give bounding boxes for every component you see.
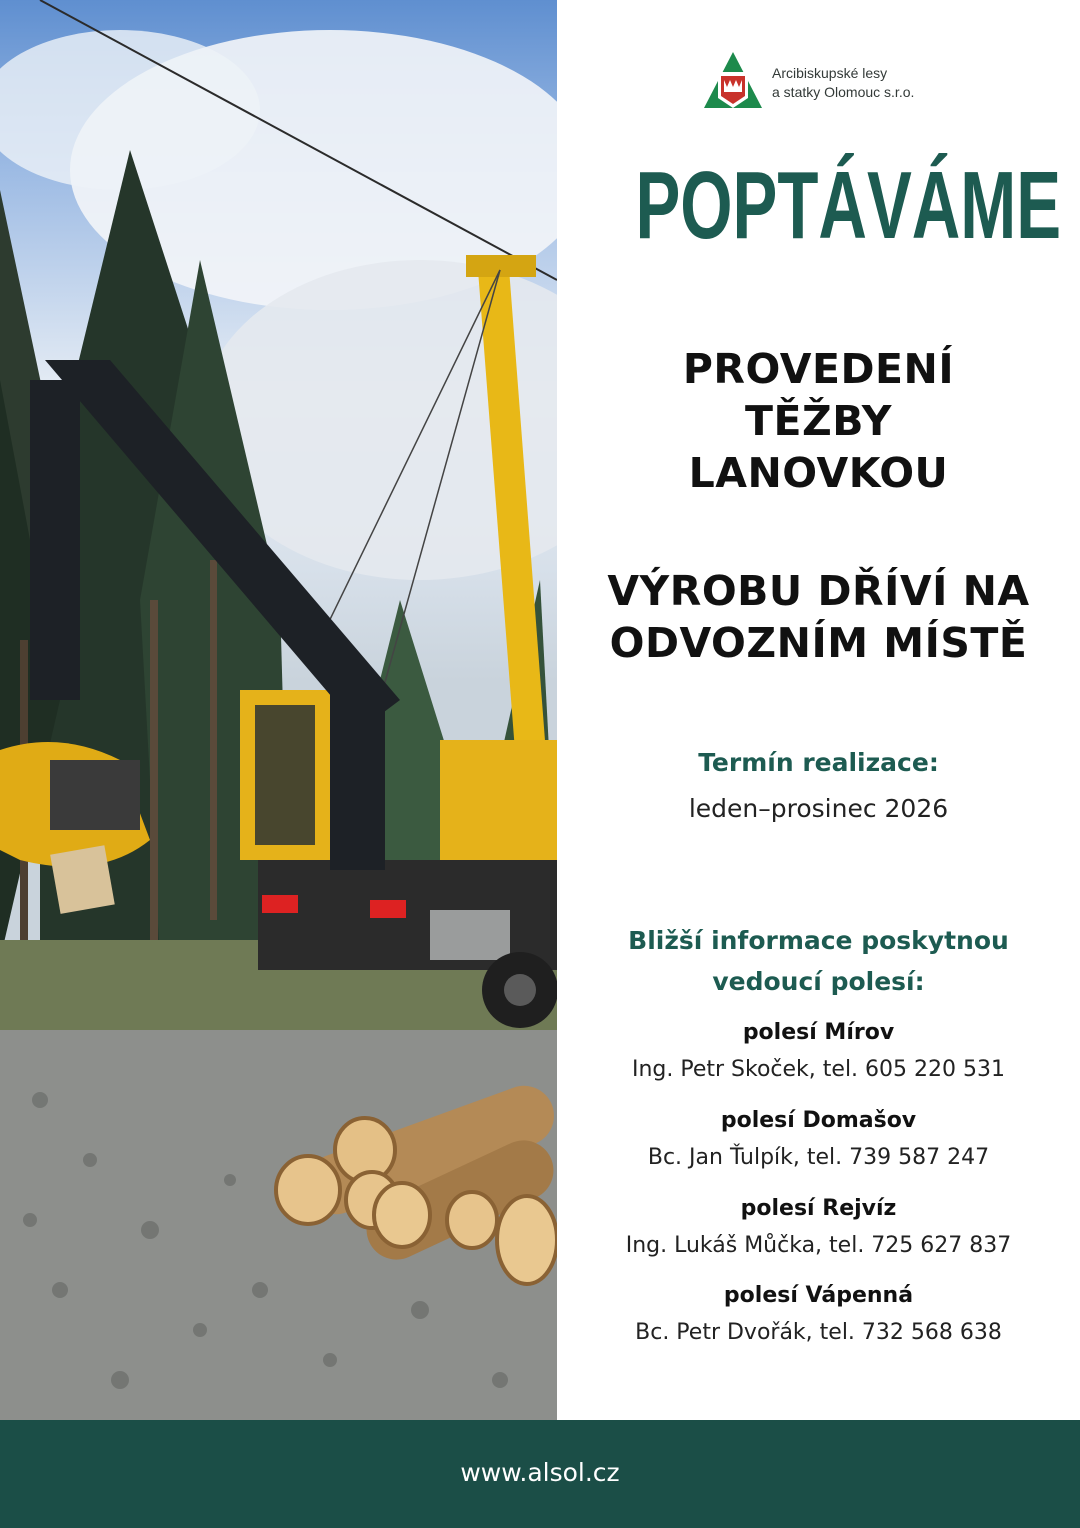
tree-crown-logo-icon	[702, 50, 764, 112]
contact-details: Ing. Petr Skoček, tel. 605 220 531	[631, 1057, 1006, 1082]
contact-district: polesí Rejvíz	[740, 1196, 897, 1221]
company-name-line1: Arcibiskupské lesy	[772, 65, 888, 81]
contact-block-domasov	[557, 1102, 1080, 1176]
contact-block-vapenna	[557, 1277, 1080, 1351]
contact-block-rejviz	[557, 1190, 1080, 1264]
footer-bar	[0, 1420, 1080, 1528]
service-line: PROVEDENÍ	[682, 345, 955, 393]
contact-details: Bc. Jan Ťulpík, tel. 739 587 247	[647, 1145, 990, 1170]
service-line: TĚŽBY	[745, 397, 892, 445]
service-line: LANOVKOU	[688, 449, 949, 497]
service-cable-logging	[557, 343, 1080, 499]
info-heading-line1: Bližší informace poskytnou	[628, 926, 1009, 955]
service-line: ODVOZNÍM MÍSTĚ	[609, 619, 1028, 667]
service-line: VÝROBU DŘÍVÍ NA	[607, 567, 1030, 615]
company-name-line2: a statky Olomouc s.r.o.	[772, 84, 915, 100]
company-logo	[702, 50, 962, 114]
contact-details: Bc. Petr Dvořák, tel. 732 568 638	[635, 1320, 1002, 1345]
term-label: Termín realizace:	[698, 748, 939, 777]
forestry-machine-illustration	[0, 0, 557, 1420]
info-heading	[557, 920, 1080, 1002]
contact-district: polesí Vápenná	[723, 1283, 914, 1308]
service-wood-production	[557, 565, 1080, 669]
hero-photo	[0, 0, 557, 1420]
contact-district: polesí Mírov	[742, 1020, 895, 1045]
contact-details: Ing. Lukáš Můčka, tel. 725 627 837	[625, 1233, 1012, 1258]
website-link[interactable]: www.alsol.cz	[460, 1458, 620, 1487]
contact-block-mirov	[557, 1014, 1080, 1088]
term-value: leden–prosinec 2026	[688, 794, 949, 823]
info-heading-line2: vedoucí polesí:	[712, 967, 925, 996]
company-name	[772, 64, 914, 102]
contact-district: polesí Domašov	[720, 1108, 917, 1133]
page-title: POPTÁVÁME	[635, 152, 1062, 259]
content-column	[557, 0, 1080, 1420]
